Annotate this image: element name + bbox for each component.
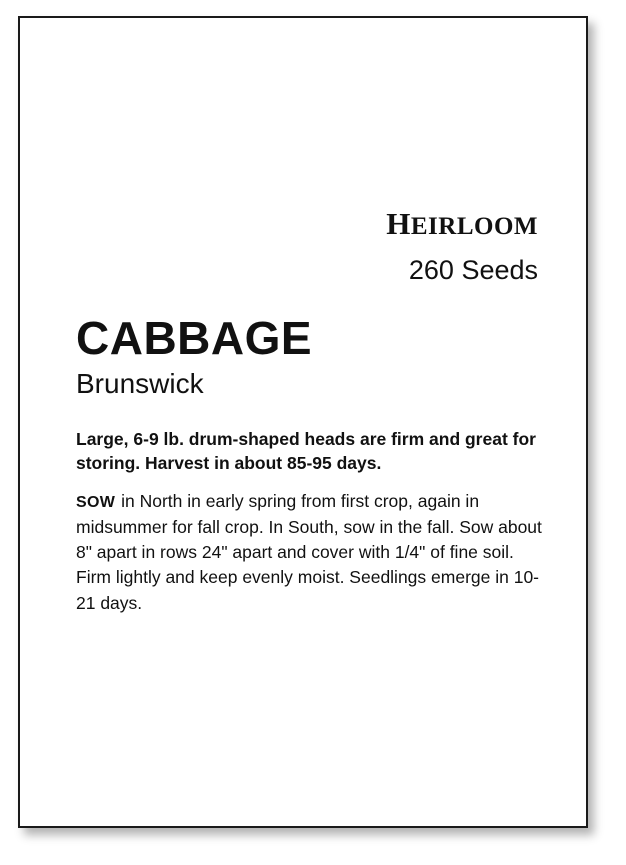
sow-paragraph: [76, 489, 546, 616]
sow-instructions-text: in North in early spring from first crop, again in midsummer for fall crop. In South, sow in the fall. Sow about 8" apart in rows 24" apart and cover with 1/4" of fine soil. Firm lightly and keep evenly moist. Seedlings emerge in 10-21 days.: [76, 491, 542, 613]
sow-label: SOW: [76, 494, 116, 512]
crop-name: CABBAGE: [76, 312, 313, 364]
packet-body-copy: [76, 428, 546, 616]
packet-header: [118, 195, 538, 286]
seed-packet-content: [20, 18, 586, 826]
seed-packet-card: [18, 16, 588, 828]
seed-count-label: 260 Seeds: [408, 255, 538, 285]
variety-name: Brunswick: [76, 368, 204, 400]
heirloom-label: heirloom: [386, 195, 538, 244]
packet-title-block: [76, 314, 536, 400]
description-text: Large, 6-9 lb. drum-shaped heads are firm and great for storing. Harvest in about 85-95 days.: [76, 429, 536, 473]
